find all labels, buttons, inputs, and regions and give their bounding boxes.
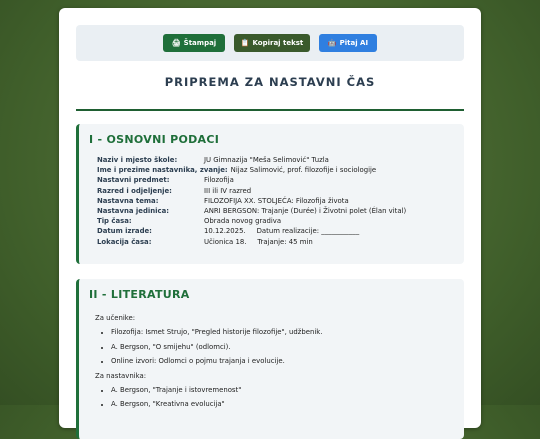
ai-button-label: Pitaj AI: [339, 39, 369, 47]
info-value: FILOZOFIJA XX. STOLJEĆA: Filozofija života: [204, 196, 349, 205]
robot-icon: 🤖: [327, 38, 337, 47]
list-item: • A. Bergson, "Kreativna evolucija": [111, 397, 322, 412]
info-row: [97, 155, 406, 165]
page-title: PRIPREMA ZA NASTAVNI ČAS: [164, 75, 376, 89]
info-label: Naziv i mjesto škole:: [97, 156, 178, 164]
info-value: ANRI BERGSON: Trajanje (Durée) i Životni polet (Élan vital): [204, 206, 407, 215]
info-row: [97, 186, 406, 196]
info-table: [97, 155, 406, 247]
ask-ai-button[interactable]: [319, 34, 377, 52]
document-page: [59, 8, 481, 428]
info-label: Tip časa:: [97, 217, 132, 226]
info-label: Razred i odjeljenje:: [97, 186, 172, 195]
info-value: Nijaz Salimović, prof. filozofije i sociologije: [230, 166, 377, 175]
toolbar: [76, 25, 464, 61]
print-button[interactable]: [163, 34, 225, 52]
copy-text-button[interactable]: [234, 34, 310, 52]
list-item: • A. Bergson, "Trajanje i istovremenost": [111, 383, 322, 398]
info-row: [97, 175, 406, 185]
teachers-heading: Za nastavnika:: [95, 371, 147, 380]
info-value: III ili IV razred: [204, 186, 252, 195]
section-basic-info: [76, 124, 464, 264]
clipboard-icon: 📋: [240, 38, 250, 47]
info-label: Nastavni predmet:: [97, 176, 170, 185]
info-label: Ime i prezime nastavnika, zvanje:: [97, 166, 228, 175]
info-label: Nastavna tema:: [97, 196, 159, 205]
list-item: • Online izvori: Odlomci o pojmu trajanja i evolucije.: [111, 354, 322, 369]
teachers-list: [95, 383, 322, 412]
section-title: II - LITERATURA: [89, 288, 190, 301]
list-item: • Filozofija: Ismet Strujo, "Pregled historije filozofije", udžbenik.: [111, 325, 322, 340]
info-row: [97, 216, 406, 226]
title-divider: [76, 109, 464, 111]
info-label: Nastavna jedinica:: [97, 206, 169, 215]
info-value: Obrada novog gradiva: [204, 217, 282, 226]
info-row: [97, 206, 406, 216]
list-item: • A. Bergson, "O smijehu" (odlomci).: [111, 340, 322, 355]
section-title: I - OSNOVNI PODACI: [89, 133, 220, 146]
info-label: Lokacija časa:: [97, 237, 152, 246]
info-label: Datum izrade:: [97, 227, 152, 236]
literature-list: [95, 311, 322, 412]
info-value: JU Gimnazija "Meša Selimović" Tuzla: [204, 156, 329, 164]
info-row: [97, 237, 406, 247]
info-value: Filozofija: [204, 176, 234, 185]
students-list: [95, 325, 322, 369]
info-value: 10.12.2025. Datum realizacije: ___________: [204, 227, 360, 236]
info-row: [97, 226, 406, 236]
info-value: Učionica 18. Trajanje: 45 min: [204, 237, 313, 246]
students-heading: Za učenike:: [95, 314, 136, 322]
info-row: [97, 196, 406, 206]
info-row: [97, 165, 406, 175]
print-button-label: Štampaj: [183, 39, 217, 47]
printer-icon: 🖨: [171, 38, 181, 47]
section-literature: [76, 279, 464, 439]
copy-button-label: Kopiraj tekst: [252, 39, 304, 47]
